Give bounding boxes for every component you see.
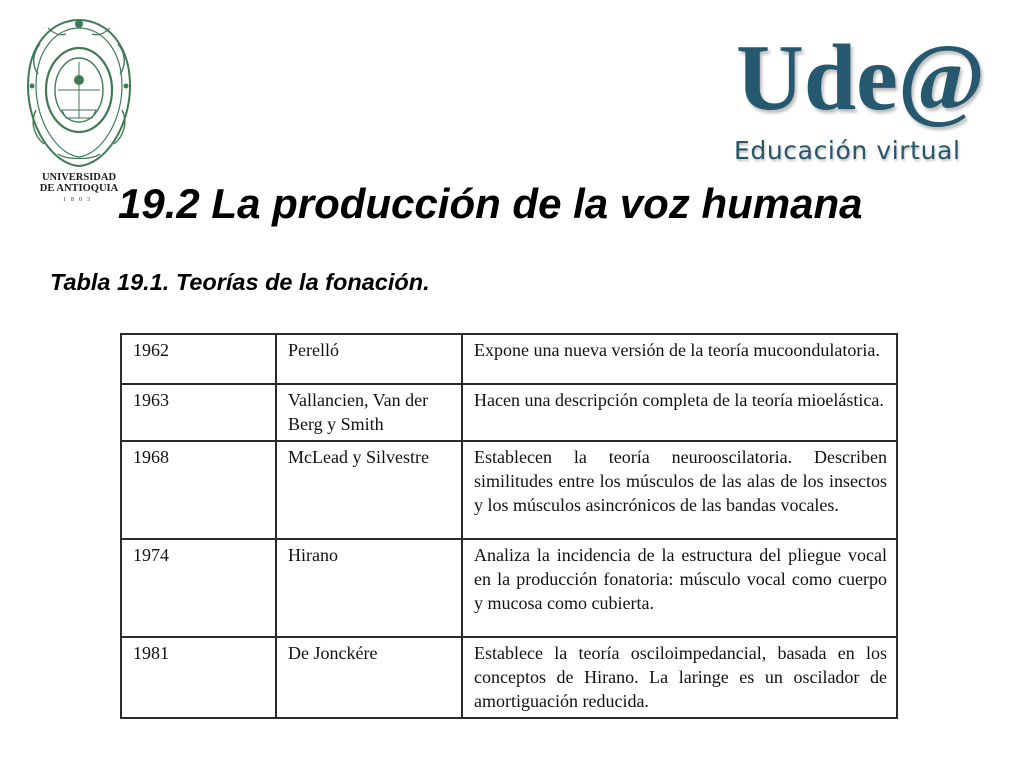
udea-education-logo (722, 26, 992, 182)
logo-subtitle: Educación virtual (734, 136, 961, 165)
description-cell: Establece la teoría osciloimpedancial, basada en los conceptos de Hirano. La laringe es un oscilador de amortiguación reducida. (462, 637, 897, 718)
theories-table-container (120, 333, 896, 711)
author-cell: Perelló (276, 334, 462, 384)
university-seal-logo (18, 14, 140, 204)
year-cell: 1968 (121, 441, 276, 539)
slide-title: 19.2 La producción de la voz humana (118, 180, 863, 227)
author-cell: Vallancien, Van der Berg y Smith (276, 384, 462, 441)
logo-wordmark: Ude@ (736, 26, 986, 130)
year-cell: 1981 (121, 637, 276, 718)
table-row (121, 539, 897, 637)
university-name-line2: DE ANTIOQUIA (39, 183, 119, 194)
description-cell: Hacen una descripción completa de la teoría mioelástica. (462, 384, 897, 441)
author-cell: McLead y Silvestre (276, 441, 462, 539)
table-row (121, 384, 897, 441)
description-cell: Analiza la incidencia de la estructura del pliegue vocal en la producción fonatoria: músculo vocal como cuerpo y mucosa como cubierta. (462, 539, 897, 637)
author-cell: Hirano (276, 539, 462, 637)
table-caption: Tabla 19.1. Teorías de la fonación. (50, 269, 430, 295)
description-cell: Expone una nueva versión de la teoría mucoondulatoria. (462, 334, 897, 384)
seal-emblem-icon (18, 14, 140, 172)
table-row (121, 441, 897, 539)
author-cell: De Jonckére (276, 637, 462, 718)
phonation-theories-table (120, 333, 898, 719)
table-row (121, 637, 897, 718)
year-cell: 1974 (121, 539, 276, 637)
table-row (121, 334, 897, 384)
year-cell: 1962 (121, 334, 276, 384)
description-cell: Establecen la teoría neurooscilatoria. Describen similitudes entre los músculos de las alas de los insectos y los músculos asincrónicos de las bandas vocales. (462, 441, 897, 539)
university-founding-year: 1803 (63, 197, 95, 203)
year-cell: 1963 (121, 384, 276, 441)
university-name-line1: UNIVERSIDAD (41, 172, 117, 183)
